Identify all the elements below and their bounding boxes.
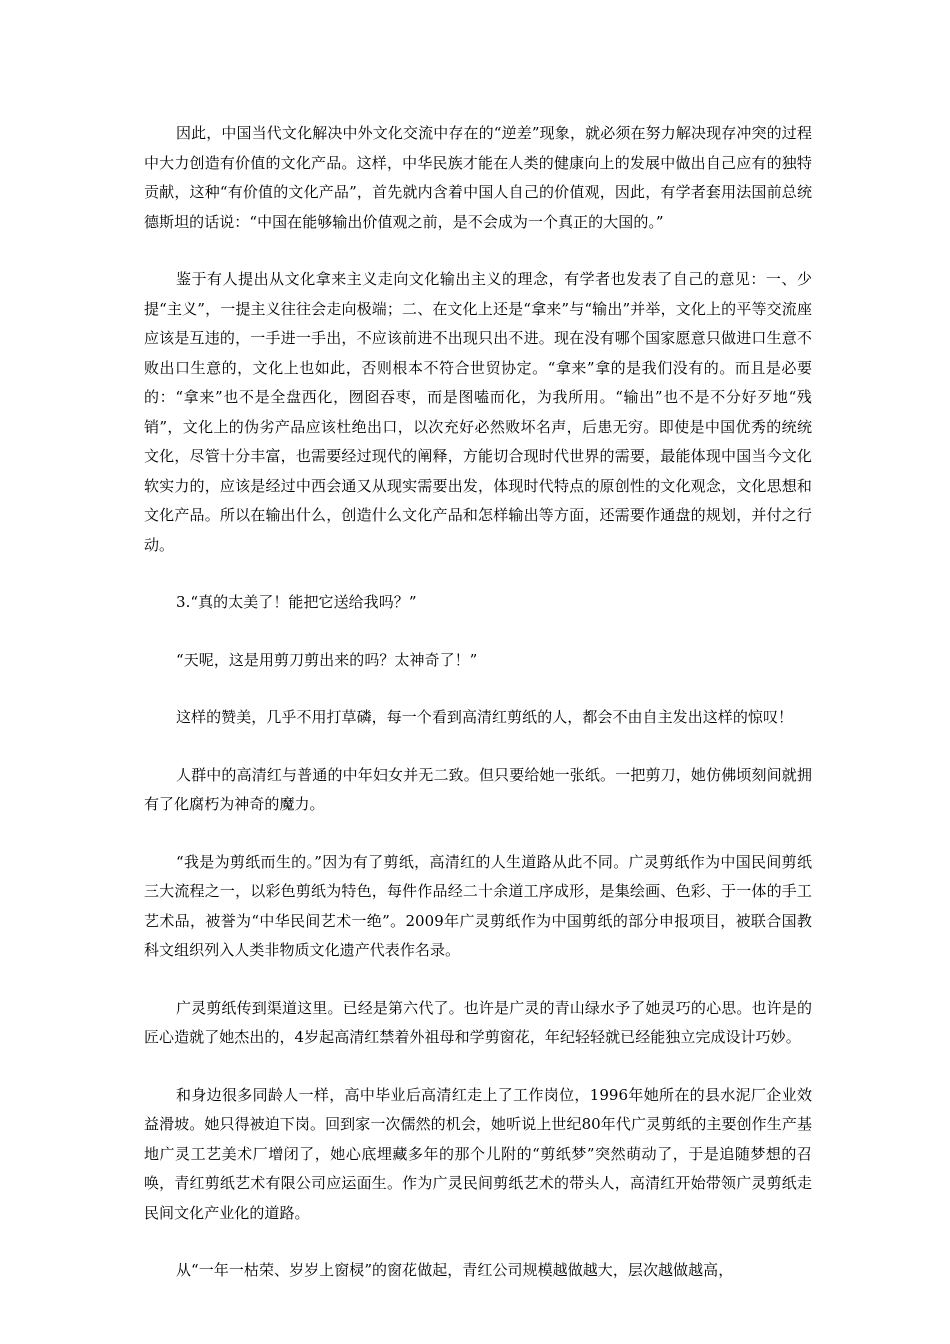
paragraph-quote-scissors: “天呢，这是用剪刀剪出来的吗？太神奇了！”: [176, 650, 478, 669]
document-body: [144, 119, 812, 1314]
paragraph-quote-beautiful: 3.“真的太美了！能把它送给我吗？”: [176, 593, 417, 611]
paragraph-company-growth: 从“一年一枯荣、岁岁上窗棂”的窗花做起，青红公司规模越做越大，层次越做越高，: [176, 1261, 734, 1279]
paragraph-cultural-import-export: 鉴于有人提出从文化拿来主义走向文化输出主义的理念，有学者也发表了自己的意见：一、少提“主义”，一提主义往往会走向极端；二、在文化上还是“拿来”与“输出”并举，文化上的平等交流座应该是互违的，一手进一手出，不应该前进不出现只出不进。现在没有哪个国家愿意只做进口生意不败出口生意的，文化上也如此，否则根本不符合世贸协定。“拿来”拿的是我们没有的。而且是必要的：“拿来”也不是全盘西化，囫囵吞枣，而是图嗑而化，为我所用。“输出”也不是不分好歹地“残销”，文化上的伪劣产品应该杜绝出口，以次充好必然败坏名声，后患无穷。即使是中国优秀的统统文化，尽管十分丰富，也需要经过现代的阐释，方能切合现时代世界的需要，最能体现中国当今文化软实力的，应该是经过中西会通又从现实需要出发，体现时代特点的原创性的文化观念，文化思想和文化产品。所以在输出什么，创造什么文化产品和怎样输出等方面，还需要作通盘的规划，并付之行动。: [144, 270, 812, 554]
paragraph-praise: 这样的赞美，几乎不用打草磷，每一个看到高清红剪纸的人，都会不由自主发出这样的惊叹！: [176, 708, 794, 726]
paragraph-sixth-generation: 广灵剪纸传到渠道这里。已经是第六代了。也许是广灵的青山绿水予了她灵巧的心思。也许是的匠心造就了她杰出的，4岁起高清红禁着外祖母和学剪窗花，年纪轻轻就已经能独立完成设计巧妙。: [144, 998, 812, 1046]
paragraph-cultural-deficit: 因此，中国当代文化解决中外文化交流中存在的“逆差”现象，就必须在努力解决现存冲突的过程中大力创造有价值的文化产品。这样，中华民族才能在人类的健康向上的发展中做出自己应有的独特贡献，这种“有价值的文化产品”，首先就内含着中国人自己的价值观，因此，有学者套用法国前总统德斯坦的话说：“中国在能够输出价值观之前，是不会成为一个真正的大国的。”: [144, 124, 812, 231]
paragraph-ordinary-woman: 人群中的高清红与普通的中年妇女并无二致。但只要给她一张纸。一把剪刀，她仿佛顷刻间就拥有了化腐朽为神奇的魔力。: [144, 765, 812, 813]
paragraph-born-for-papercut: “我是为剪纸而生的。”因为有了剪纸，高清红的人生道路从此不同。广灵剪纸作为中国民间剪纸三大流程之一，以彩色剪纸为特色，每件作品经二十余道工序成形，是集绘画、色彩、于一体的手工艺术品，被誉为“中华民间艺术一绝”。2009年广灵剪纸作为中国剪纸的部分申报项目，被联合国教科文组织列入人类非物质文化遗产代表作名录。: [144, 852, 812, 959]
paragraph-career: 和身边很多同龄人一样，高中毕业后高清红走上了工作岗位，1996年她所在的县水泥厂企业效益滑坡。她只得被迫下岗。回到家一次儒然的机会，她听说上世纪80年代广灵剪纸的主要创作生产基地广灵工艺美术厂增闭了，她心底埋藏多年的那个儿附的“剪纸梦”突然萌动了，于是追随梦想的召唤，青红剪纸艺术有限公司应运面生。作为广灵民间剪纸艺术的带头人，高清红开始带领广灵剪纸走民间文化产业化的道路。: [144, 1085, 812, 1222]
